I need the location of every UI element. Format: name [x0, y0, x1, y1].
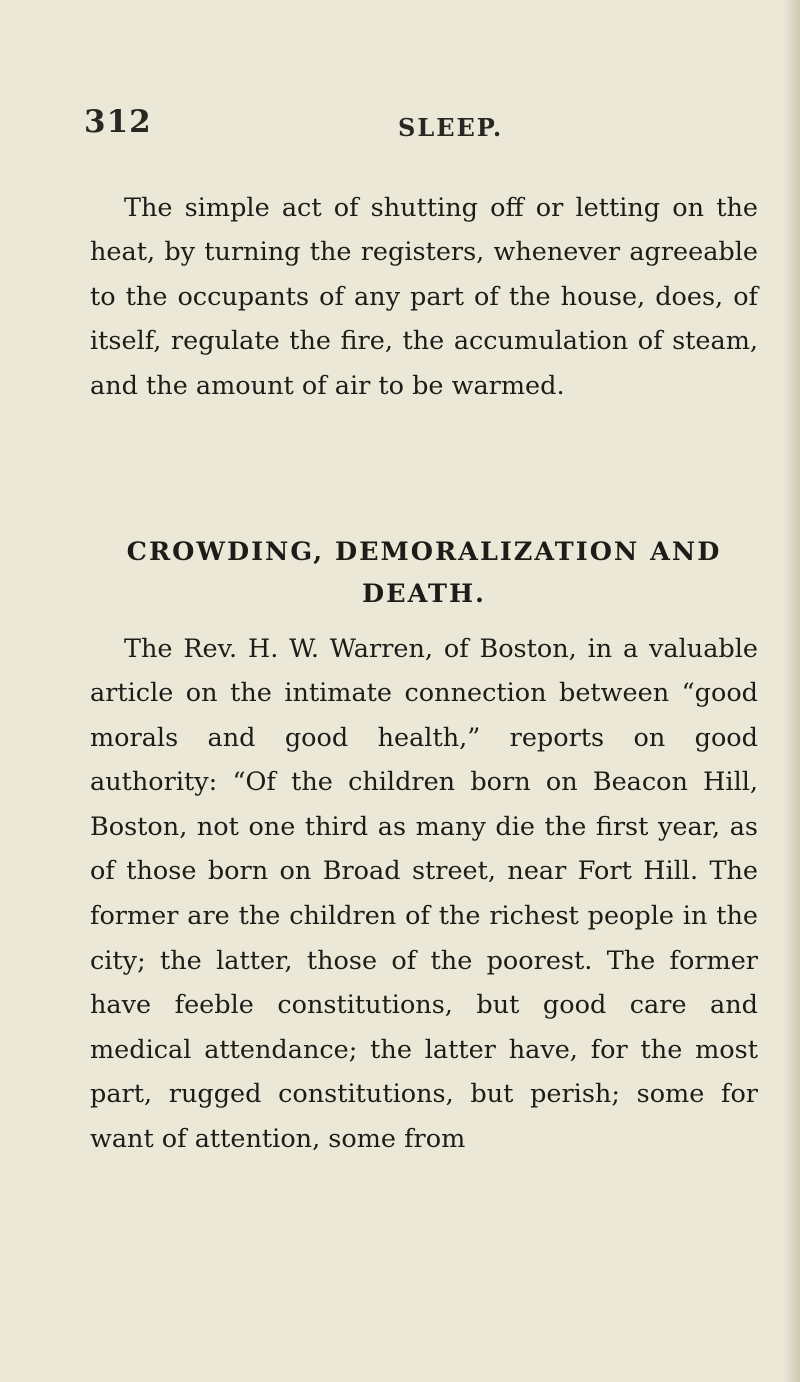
running-head: [0, 102, 800, 146]
body-paragraph-2: The Rev. H. W. Warren, of Boston, in a valuable article on the intimate connection between “good morals and good health,” reports on good authority: “Of the children born on Beacon Hill, Boston, not one third as many die the first year, as of those born on Broad street, near Fort Hill. The former are the children of the richest people in the city; the latter, those of the poorest. The former have feeble constitutions, but good care and medical attendance; the latter have, for the most part, rugged constitutions, but perish; some for want of attention, some from: [90, 633, 758, 1155]
section-heading: CROWDING, DEMORALIZATION AND DEATH.: [126, 537, 722, 610]
page-edge-shadow: [782, 0, 800, 1382]
page-number: 312: [84, 104, 152, 140]
body-paragraph-1: The simple act of shutting off or letting on the heat, by turning the registers, whenever agreeable to the occupants of any part of the house, does, of itself, regulate the fire, the accumulation of steam, and the amount of air to be warmed.: [90, 192, 758, 401]
running-title: SLEEP.: [398, 113, 504, 142]
